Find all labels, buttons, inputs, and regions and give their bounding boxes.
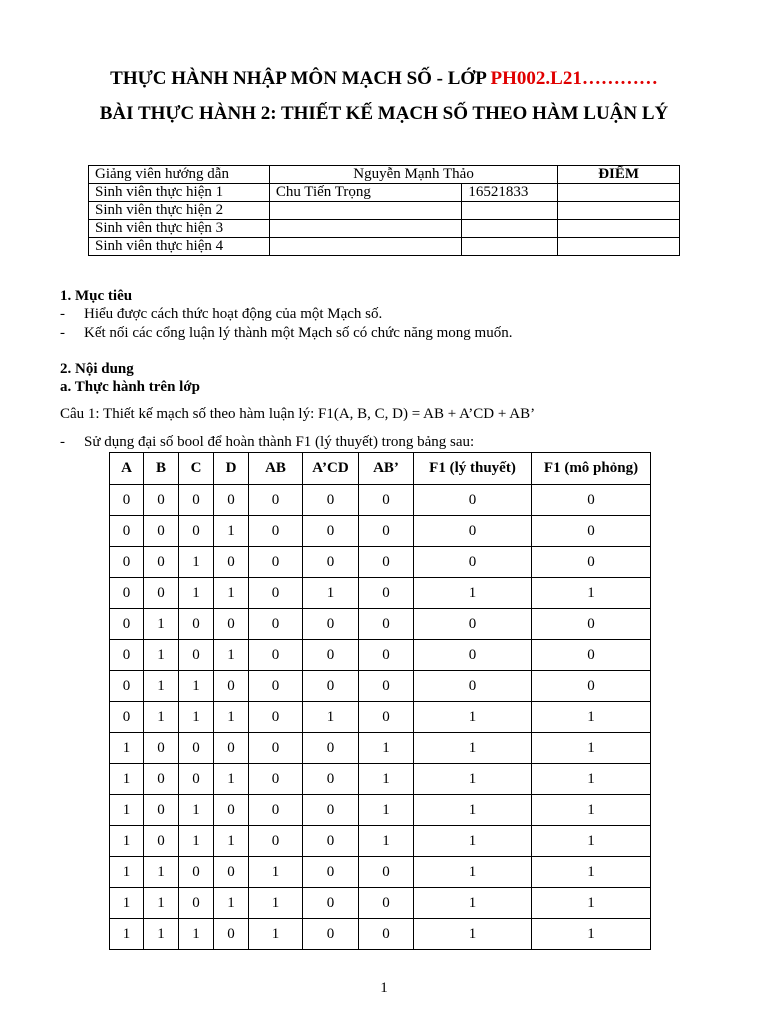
table-cell: 1 <box>414 578 532 609</box>
table-cell: 0 <box>179 733 214 764</box>
table-row <box>110 795 651 826</box>
table-cell: 0 <box>532 609 651 640</box>
table-cell: 0 <box>532 516 651 547</box>
table-cell: 0 <box>249 640 303 671</box>
table-cell: 0 <box>303 671 359 702</box>
table-cell: 0 <box>179 516 214 547</box>
table-cell: 0 <box>414 547 532 578</box>
table-cell: 0 <box>359 485 414 516</box>
student-name <box>269 238 462 256</box>
info-row-student <box>89 184 680 202</box>
header-cell: AB’ <box>359 453 414 485</box>
table-cell: 1 <box>179 547 214 578</box>
table-cell: 0 <box>214 795 249 826</box>
table-cell: 0 <box>303 826 359 857</box>
table-cell: 1 <box>144 671 179 702</box>
table-cell: 1 <box>179 826 214 857</box>
table-cell: 0 <box>179 640 214 671</box>
table-cell: 0 <box>532 640 651 671</box>
table-cell: 1 <box>532 888 651 919</box>
table-cell: 1 <box>359 733 414 764</box>
table-cell: 0 <box>249 826 303 857</box>
table-row <box>110 547 651 578</box>
table-cell: 1 <box>144 702 179 733</box>
page-number: 1 <box>380 980 388 996</box>
table-cell: 1 <box>359 764 414 795</box>
score-cell <box>558 184 680 202</box>
score-cell <box>558 220 680 238</box>
table-row <box>110 640 651 671</box>
table-cell: 1 <box>303 702 359 733</box>
table-cell: 1 <box>414 826 532 857</box>
table-row <box>110 826 651 857</box>
table-cell: 0 <box>110 547 144 578</box>
score-cell <box>558 202 680 220</box>
table-cell: 1 <box>532 764 651 795</box>
instructor-name: Nguyễn Mạnh Thảo <box>269 166 557 184</box>
student-id <box>462 202 558 220</box>
table-cell: 0 <box>144 764 179 795</box>
objective-text: Kết nối các cổng luận lý thành một Mạch số có chức năng mong muốn. <box>84 325 513 341</box>
table-cell: 0 <box>359 578 414 609</box>
table-cell: 0 <box>110 671 144 702</box>
table-cell: 0 <box>249 671 303 702</box>
table-cell: 0 <box>214 919 249 950</box>
table-cell: 0 <box>144 733 179 764</box>
header-cell: C <box>179 453 214 485</box>
info-row-student <box>89 202 680 220</box>
table-cell: 0 <box>249 733 303 764</box>
table-cell: 0 <box>303 640 359 671</box>
table-cell: 0 <box>249 578 303 609</box>
table-cell: 1 <box>144 609 179 640</box>
table-cell: 0 <box>414 485 532 516</box>
table-row <box>110 919 651 950</box>
table-cell: 1 <box>144 888 179 919</box>
table-cell: 1 <box>303 578 359 609</box>
table-cell: 0 <box>214 671 249 702</box>
table-cell: 0 <box>303 919 359 950</box>
table-cell: 0 <box>414 671 532 702</box>
table-cell: 0 <box>179 485 214 516</box>
header-cell: A’CD <box>303 453 359 485</box>
table-cell: 0 <box>110 578 144 609</box>
score-label: ĐIỂM <box>558 166 680 184</box>
table-cell: 1 <box>249 919 303 950</box>
table-cell: 1 <box>179 919 214 950</box>
header-cell: AB <box>249 453 303 485</box>
table-cell: 1 <box>214 516 249 547</box>
table-cell: 1 <box>144 640 179 671</box>
table-row <box>110 888 651 919</box>
header-cell: F1 (mô phỏng) <box>532 453 651 485</box>
table-cell: 0 <box>214 733 249 764</box>
table-cell: 0 <box>303 857 359 888</box>
table-cell: 1 <box>214 764 249 795</box>
table-cell: 1 <box>532 826 651 857</box>
info-row-student <box>89 220 680 238</box>
table-cell: 0 <box>414 609 532 640</box>
table-row <box>110 485 651 516</box>
table-cell: 1 <box>110 764 144 795</box>
table-cell: 0 <box>359 609 414 640</box>
info-row-instructor <box>89 166 680 184</box>
table-cell: 0 <box>249 702 303 733</box>
instruction-text: Sử dụng đại số bool để hoàn thành F1 (lý thuyết) trong bảng sau: <box>84 434 475 450</box>
table-cell: 1 <box>249 888 303 919</box>
table-cell: 0 <box>359 702 414 733</box>
table-cell: 0 <box>532 547 651 578</box>
table-cell: 1 <box>110 733 144 764</box>
table-cell: 1 <box>414 888 532 919</box>
table-cell: 0 <box>359 857 414 888</box>
table-cell: 1 <box>214 826 249 857</box>
header-cell: B <box>144 453 179 485</box>
table-cell: 1 <box>532 578 651 609</box>
table-cell: 1 <box>414 733 532 764</box>
table-cell: 0 <box>249 547 303 578</box>
table-cell: 1 <box>414 764 532 795</box>
table-cell: 1 <box>179 702 214 733</box>
table-cell: 0 <box>179 764 214 795</box>
info-table <box>88 165 680 256</box>
table-cell: 1 <box>179 795 214 826</box>
table-cell: 1 <box>144 857 179 888</box>
student-name: Chu Tiến Trọng <box>269 184 462 202</box>
table-cell: 0 <box>359 671 414 702</box>
student-label: Sinh viên thực hiện 3 <box>89 220 270 238</box>
table-cell: 1 <box>414 795 532 826</box>
table-cell: 0 <box>214 609 249 640</box>
table-row <box>110 857 651 888</box>
table-row <box>110 578 651 609</box>
table-cell: 0 <box>214 857 249 888</box>
truth-table <box>109 452 651 950</box>
section-1-heading: 1. Mục tiêu <box>60 288 133 304</box>
dash-bullet: - <box>60 306 65 322</box>
table-cell: 1 <box>110 888 144 919</box>
table-row <box>110 671 651 702</box>
table-row <box>110 733 651 764</box>
table-cell: 1 <box>249 857 303 888</box>
table-cell: 1 <box>414 702 532 733</box>
info-row-student <box>89 238 680 256</box>
table-cell: 1 <box>359 826 414 857</box>
table-cell: 1 <box>532 733 651 764</box>
table-cell: 1 <box>110 826 144 857</box>
dash-bullet: - <box>60 325 65 341</box>
table-cell: 1 <box>179 578 214 609</box>
table-cell: 1 <box>179 671 214 702</box>
table-cell: 1 <box>214 702 249 733</box>
table-cell: 0 <box>179 609 214 640</box>
table-cell: 0 <box>144 578 179 609</box>
table-cell: 1 <box>214 888 249 919</box>
table-cell: 0 <box>532 485 651 516</box>
table-row <box>110 516 651 547</box>
table-cell: 0 <box>303 888 359 919</box>
table-cell: 0 <box>249 485 303 516</box>
table-cell: 0 <box>303 764 359 795</box>
student-id: 16521833 <box>462 184 558 202</box>
table-cell: 1 <box>359 795 414 826</box>
table-cell: 0 <box>144 795 179 826</box>
table-cell: 0 <box>144 485 179 516</box>
table-cell: 0 <box>303 485 359 516</box>
table-cell: 1 <box>532 857 651 888</box>
header-cell: D <box>214 453 249 485</box>
table-cell: 1 <box>532 919 651 950</box>
table-cell: 0 <box>110 485 144 516</box>
dash-bullet: - <box>60 434 65 450</box>
table-cell: 0 <box>214 547 249 578</box>
table-cell: 0 <box>110 640 144 671</box>
student-label: Sinh viên thực hiện 2 <box>89 202 270 220</box>
question-text: Câu 1: Thiết kế mạch số theo hàm luận lý: F1(A, B, C, D) = AB + A’CD + AB’ <box>60 406 536 422</box>
table-cell: 0 <box>144 516 179 547</box>
student-id <box>462 238 558 256</box>
header-cell: A <box>110 453 144 485</box>
table-cell: 1 <box>214 578 249 609</box>
table-cell: 0 <box>414 516 532 547</box>
table-cell: 1 <box>532 702 651 733</box>
instructor-label: Giảng viên hướng dẫn <box>89 166 270 184</box>
objective-text: Hiểu được cách thức hoạt động của một Mạch số. <box>84 306 383 322</box>
title-prefix: THỰC HÀNH NHẬP MÔN MẠCH SỐ - LỚP <box>110 68 491 89</box>
page-subtitle: BÀI THỰC HÀNH 2: THIẾT KẾ MẠCH SỐ THEO HÀM LUẬN LÝ <box>99 103 669 124</box>
table-cell: 0 <box>303 547 359 578</box>
student-name <box>269 220 462 238</box>
table-row <box>110 609 651 640</box>
table-cell: 0 <box>303 795 359 826</box>
table-cell: 0 <box>144 826 179 857</box>
table-cell: 0 <box>144 547 179 578</box>
table-cell: 0 <box>249 795 303 826</box>
section-2-heading: 2. Nội dung <box>60 361 134 377</box>
student-id <box>462 220 558 238</box>
truth-header-row <box>110 453 651 485</box>
table-cell: 0 <box>303 733 359 764</box>
table-cell: 0 <box>110 609 144 640</box>
table-cell: 1 <box>110 857 144 888</box>
table-cell: 0 <box>414 640 532 671</box>
student-label: Sinh viên thực hiện 4 <box>89 238 270 256</box>
table-cell: 1 <box>532 795 651 826</box>
table-cell: 0 <box>359 516 414 547</box>
class-code: PH002.L21………… <box>490 68 658 89</box>
table-cell: 0 <box>303 516 359 547</box>
score-cell <box>558 238 680 256</box>
table-cell: 1 <box>110 795 144 826</box>
table-cell: 0 <box>532 671 651 702</box>
table-cell: 1 <box>414 919 532 950</box>
page-title <box>0 68 768 90</box>
table-cell: 0 <box>359 640 414 671</box>
student-label: Sinh viên thực hiện 1 <box>89 184 270 202</box>
table-cell: 0 <box>110 702 144 733</box>
table-row <box>110 702 651 733</box>
student-name <box>269 202 462 220</box>
table-cell: 0 <box>179 888 214 919</box>
table-cell: 0 <box>249 609 303 640</box>
table-cell: 0 <box>249 516 303 547</box>
section-2a-heading: a. Thực hành trên lớp <box>60 379 200 395</box>
table-cell: 0 <box>359 547 414 578</box>
table-cell: 1 <box>144 919 179 950</box>
truth-table-body <box>110 485 651 950</box>
table-cell: 1 <box>214 640 249 671</box>
table-cell: 0 <box>214 485 249 516</box>
header-cell: F1 (lý thuyết) <box>414 453 532 485</box>
table-cell: 1 <box>414 857 532 888</box>
table-cell: 0 <box>359 888 414 919</box>
table-cell: 0 <box>359 919 414 950</box>
table-cell: 0 <box>249 764 303 795</box>
table-cell: 0 <box>303 609 359 640</box>
table-row <box>110 764 651 795</box>
table-cell: 0 <box>179 857 214 888</box>
table-cell: 1 <box>110 919 144 950</box>
table-cell: 0 <box>110 516 144 547</box>
